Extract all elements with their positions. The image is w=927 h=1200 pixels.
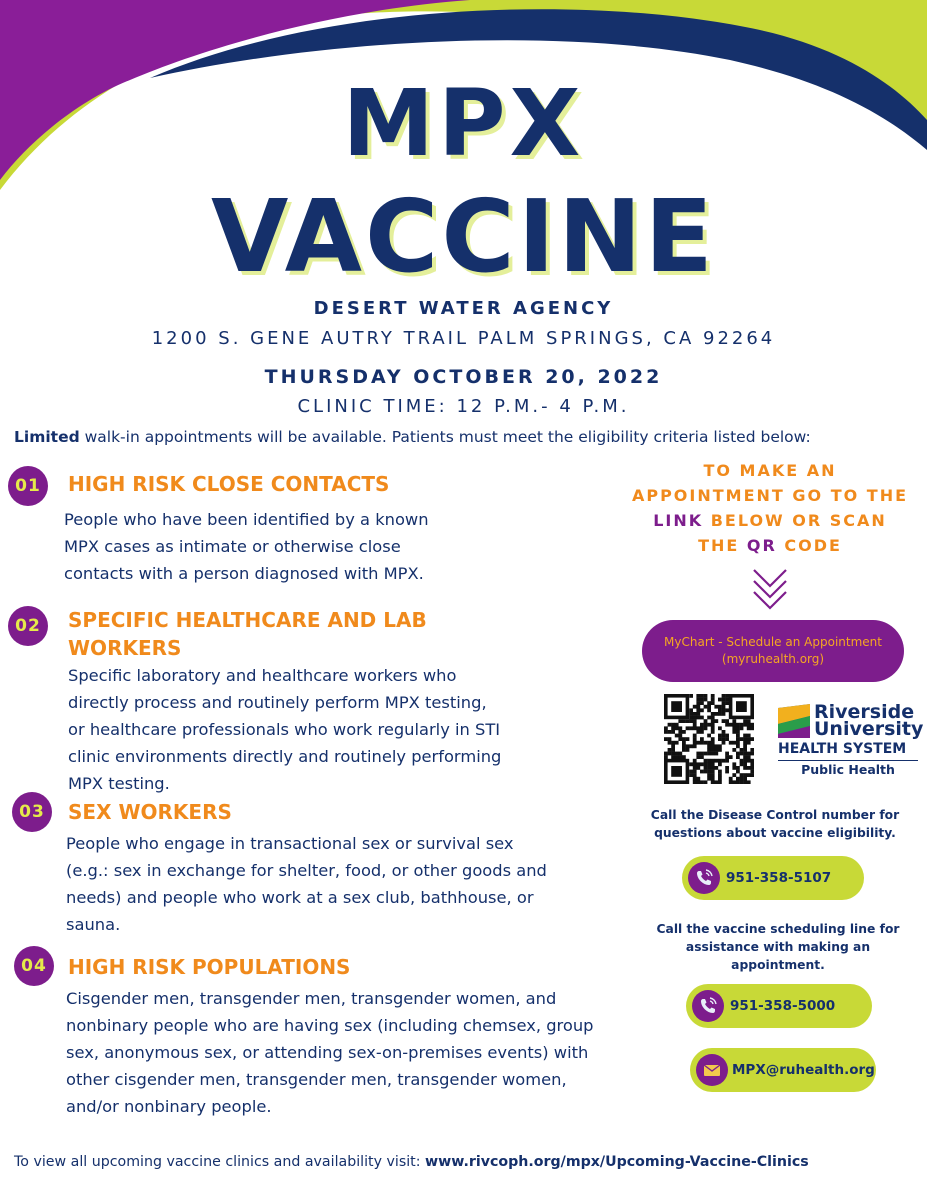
body-line: sex, anonymous sex, or attending sex-on-premises events) with: [66, 1043, 589, 1062]
phone-icon: [692, 990, 724, 1022]
logo-divider: [778, 760, 918, 761]
criterion-number: 03: [12, 792, 52, 832]
criterion-body: [68, 662, 608, 797]
criterion-title: [68, 606, 427, 662]
intro-rest: walk-in appointments will be available. Patients must meet the eligibility criteria listed below:: [79, 428, 811, 446]
body-line: MPX cases as intimate or otherwise close: [64, 537, 401, 556]
phone-number: 951-358-5000: [730, 998, 836, 1014]
cta-line: APPOINTMENT GO TO THE: [631, 486, 909, 505]
body-line: contacts with a person diagnosed with MPX.: [64, 564, 424, 583]
clinic-time: CLINIC TIME: 12 P.M.- 4 P.M.: [297, 396, 630, 417]
cta-line: [620, 533, 920, 558]
mail-icon: [696, 1054, 728, 1086]
note-line: questions about vaccine eligibility.: [654, 826, 896, 840]
mychart-schedule-button[interactable]: [642, 620, 904, 682]
body-line: sauna.: [66, 915, 121, 934]
criterion-body: [64, 506, 534, 587]
criterion-title: HIGH RISK POPULATIONS: [68, 955, 351, 979]
body-line: Specific laboratory and healthcare workers who: [68, 666, 457, 685]
venue-name: DESERT WATER AGENCY: [313, 298, 614, 319]
body-line: People who engage in transactional sex or survival sex: [66, 834, 514, 853]
title-line: WORKERS: [68, 636, 182, 660]
intro-text: [14, 428, 919, 446]
logo-text: University: [814, 718, 924, 740]
body-line: or healthcare professionals who work regularly in STI: [68, 720, 501, 739]
note-line: assistance with making an: [685, 940, 871, 954]
title-line-1: MPX: [342, 70, 585, 177]
title-line-2: VACCINE: [211, 178, 716, 295]
criterion-number: 01: [8, 466, 48, 506]
body-line: and/or nonbinary people.: [66, 1097, 272, 1116]
body-line: Cisgender men, transgender men, transgender women, and: [66, 989, 557, 1008]
scheduling-line-note: [636, 920, 920, 974]
email-address: MPX@ruhealth.org: [732, 1062, 875, 1078]
logo-text: Riverside: [814, 701, 915, 723]
riverside-university-logo: [778, 701, 924, 782]
venue-address: 1200 S. GENE AUTRY TRAIL PALM SPRINGS, CA 92264: [151, 328, 776, 349]
criterion-body: [66, 830, 626, 938]
body-line: (e.g.: sex in exchange for shelter, food, or other goods and: [66, 861, 547, 880]
chevron-down-icon: [752, 566, 788, 610]
clinic-date: THURSDAY OCTOBER 20, 2022: [264, 366, 663, 388]
email-button[interactable]: [690, 1048, 876, 1092]
criterion-title: SEX WORKERS: [68, 800, 232, 824]
logo-mark-icon: [778, 704, 810, 738]
cta-text: BELOW OR SCAN: [703, 511, 887, 530]
qr-code-icon[interactable]: [664, 694, 754, 784]
cta-text: THE: [698, 536, 747, 555]
body-line: clinic environments directly and routinely performing: [68, 747, 502, 766]
criterion-title: HIGH RISK CLOSE CONTACTS: [68, 472, 390, 496]
logo-text: HEALTH SYSTEM: [778, 741, 907, 757]
note-line: Call the Disease Control number for: [650, 808, 900, 822]
disease-control-phone-button[interactable]: [682, 856, 864, 900]
footer-link[interactable]: www.rivcoph.org/mpx/Upcoming-Vaccine-Clinics: [425, 1154, 809, 1170]
cta-qr-word: QR: [746, 536, 777, 555]
logo-text: Public Health: [801, 762, 895, 777]
note-line: Call the vaccine scheduling line for: [656, 922, 900, 936]
cta-line: [620, 508, 920, 533]
criterion-number: 02: [8, 606, 48, 646]
mychart-label: MyChart - Schedule an Appointment: [664, 635, 882, 649]
cta-line: TO MAKE AN: [703, 461, 837, 480]
cta-link-word: LINK: [653, 511, 704, 530]
body-line: directly process and routinely perform MPX testing,: [68, 693, 487, 712]
note-line: appointment.: [731, 958, 825, 972]
criterion-number: 04: [14, 946, 54, 986]
body-line: needs) and people who work at a sex club, bathhouse, or: [66, 888, 534, 907]
appointment-instructions: [620, 458, 920, 558]
scheduling-phone-button[interactable]: [686, 984, 872, 1028]
cta-text: CODE: [776, 536, 842, 555]
mychart-url: (myruhealth.org): [721, 652, 825, 666]
body-line: MPX testing.: [68, 774, 170, 793]
intro-bold: Limited: [14, 428, 80, 446]
disease-control-note: [630, 806, 920, 842]
footer-text: To view all upcoming vaccine clinics and availability visit:: [14, 1154, 426, 1170]
title-line: SPECIFIC HEALTHCARE AND LAB: [68, 608, 427, 632]
phone-icon: [688, 862, 720, 894]
body-line: People who have been identified by a known: [64, 510, 429, 529]
body-line: other cisgender men, transgender men, transgender women,: [66, 1070, 567, 1089]
footer-note: [14, 1154, 919, 1170]
body-line: nonbinary people who are having sex (including chemsex, group: [66, 1016, 594, 1035]
phone-number: 951-358-5107: [726, 870, 832, 886]
criterion-body: [66, 985, 646, 1120]
